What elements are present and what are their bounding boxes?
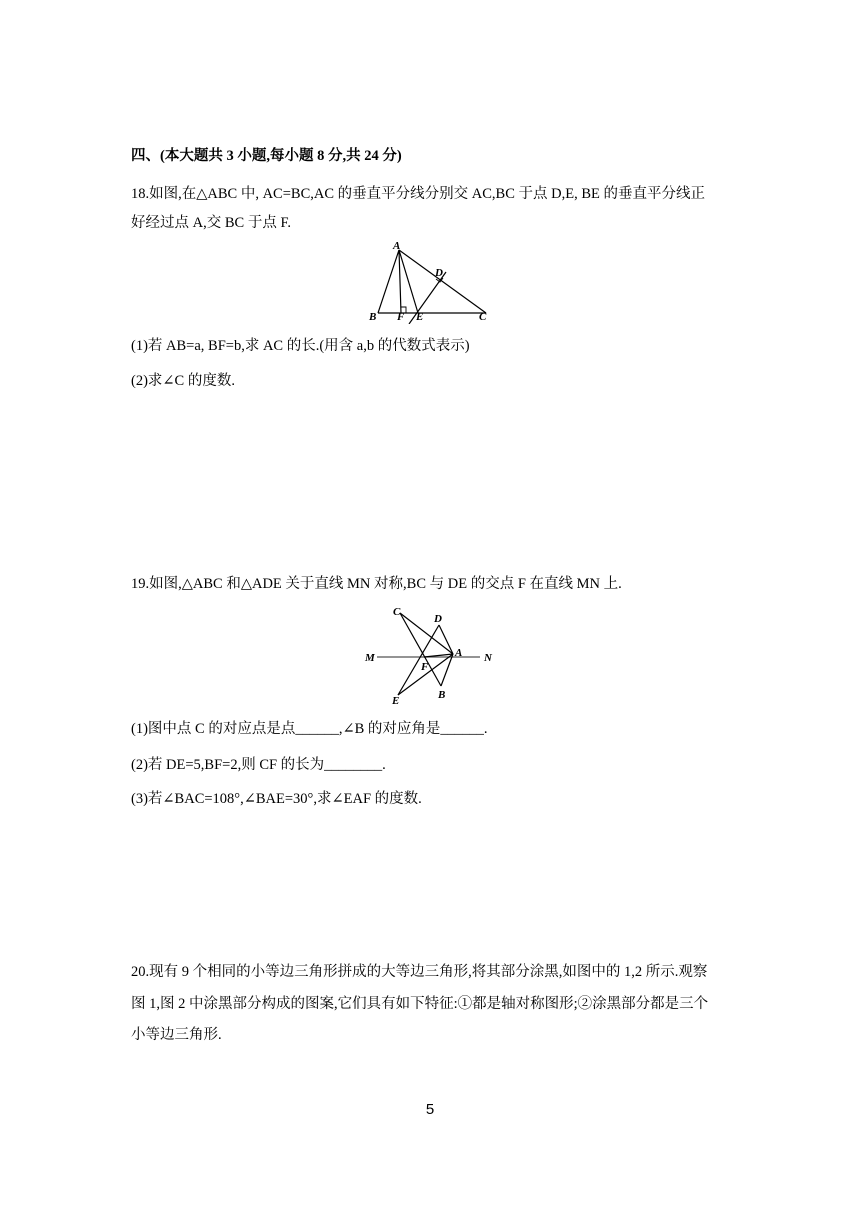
q18-segment-af <box>399 250 401 313</box>
q20-text-line3: 小等边三角形. <box>131 1027 222 1043</box>
q19-segment-da <box>439 625 453 654</box>
page-number: 5 <box>425 1101 435 1118</box>
q18-part1: (1)若 AB=a, BF=b,求 AC 的长.(用含 a,b 的代数式表示) <box>131 338 470 354</box>
q19-text-line1: 19.如图,△ABC 和△ADE 关于直线 MN 对称,BC 与 DE 的交点 F 在直线 MN 上. <box>131 576 622 592</box>
q19-label-d: D <box>434 613 442 625</box>
q18-part2: (2)求∠C 的度数. <box>131 373 235 389</box>
section-heading: 四、(本大题共 3 小题,每小题 8 分,共 24 分) <box>131 148 402 164</box>
q18-segment-ac <box>399 250 486 313</box>
q19-label-c: C <box>393 606 401 618</box>
q18-label-a: A <box>393 240 401 252</box>
q19-label-n: N <box>484 652 492 664</box>
q18-text-line2: 好经过点 A,交 BC 于点 F. <box>131 215 291 231</box>
q19-label-e: E <box>392 695 400 707</box>
q18-segment-ae <box>399 250 418 313</box>
q19-part2: (2)若 DE=5,BF=2,则 CF 的长为________. <box>131 757 386 773</box>
q19-segment-ca <box>400 613 453 654</box>
q20-text-line2: 图 1,图 2 中涂黑部分构成的图案,它们具有如下特征:①都是轴对称图形;②涂黑部分都是三个 <box>131 996 709 1012</box>
q19-part1: (1)图中点 C 的对应点是点______,∠B 的对应角是______. <box>131 721 488 737</box>
q19-label-a: A <box>455 647 463 659</box>
q18-label-f: F <box>397 311 405 323</box>
q18-text-line1: 18.如图,在△ABC 中, AC=BC,AC 的垂直平分线分别交 AC,BC 于点 D,E, BE 的垂直平分线正 <box>131 186 705 202</box>
q18-label-b: B <box>369 311 377 323</box>
q18-label-e: E <box>416 311 424 323</box>
q18-perpendicular-bisector-de <box>409 272 446 324</box>
q19-label-b: B <box>438 689 446 701</box>
q18-label-d: D <box>435 267 443 279</box>
q19-label-m: M <box>365 652 375 664</box>
q19-figure <box>360 603 500 707</box>
q20-text-line1: 20.现有 9 个相同的小等边三角形拼成的大等边三角形,将其部分涂黑,如图中的 1,2 所示.观察 <box>131 964 708 980</box>
q19-part3: (3)若∠BAC=108°,∠BAE=30°,求∠EAF 的度数. <box>131 791 422 807</box>
q18-label-c: C <box>479 311 487 323</box>
q19-label-f: F <box>421 661 429 673</box>
q18-segment-ab <box>378 250 399 313</box>
q19-segment-de <box>398 625 439 695</box>
q18-figure <box>366 238 496 324</box>
